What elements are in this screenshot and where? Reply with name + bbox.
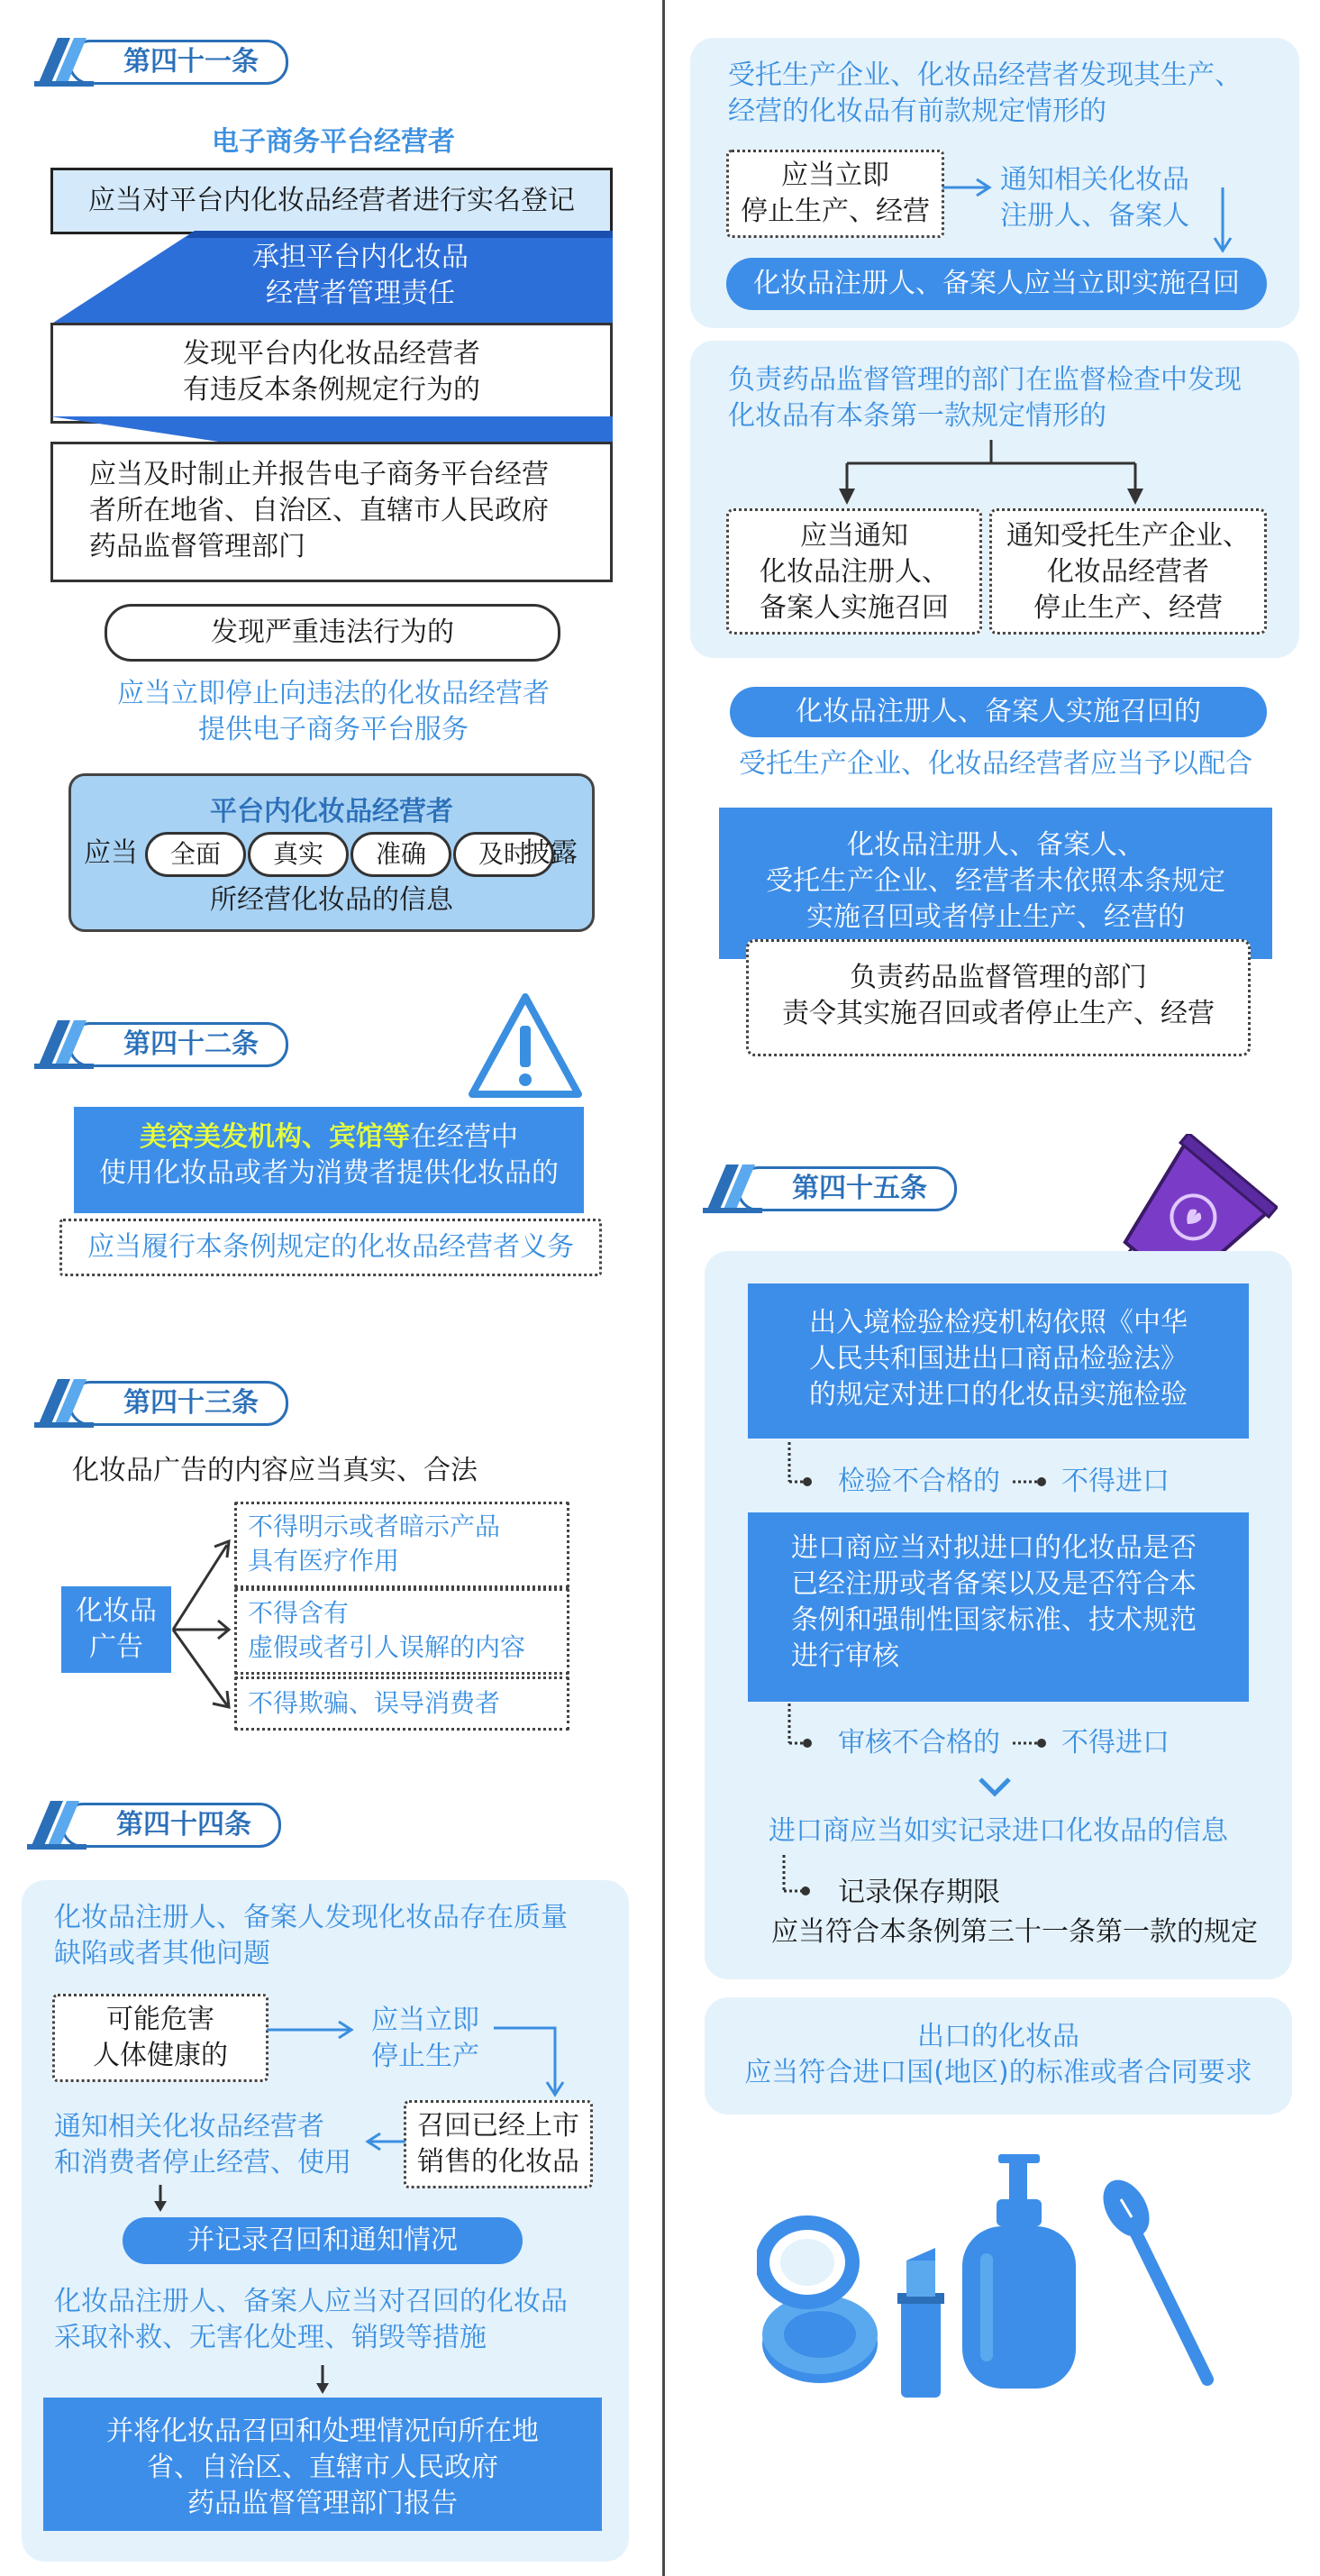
report-authority-line-3: 药品监督管理部门报告: [187, 2488, 458, 2519]
disclosure-post: 披露: [523, 837, 578, 869]
notify-registrant-line-2: 注册人、备案人: [1000, 200, 1189, 232]
band-shape-2: [50, 416, 613, 443]
inspection-line-3: 的规定对进口的化妆品实施检验: [809, 1379, 1188, 1411]
ad-rule-line: 不得含有: [248, 1598, 350, 1628]
retention-label: 记录保存期限: [838, 1877, 1000, 1908]
section-title: 第四十四条: [61, 1803, 281, 1848]
violation-line-1: 发现平台内化妆品经营者: [183, 338, 480, 370]
platform-subtitle: 电子商务平台经营者: [212, 126, 455, 158]
flag-icon: [34, 1375, 97, 1430]
notify-stop-box: [989, 508, 1267, 635]
stop-service-text: [54, 676, 613, 748]
warning-icon: [467, 991, 584, 1100]
report-authority-line-1: 并将化妆品召回和处理情况向所在地: [106, 2416, 539, 2447]
supervision-line-1: 负责药品监督管理的部门在监督检查中发现: [728, 364, 1242, 396]
notify-recall-line-3: 备案人实施召回: [760, 592, 949, 624]
report-authority-line-2: 省、自治区、直辖市人民政府: [147, 2452, 498, 2483]
supervision-line-2: 化妆品有本条第一款规定情形的: [728, 400, 1106, 432]
defect-line-1: 化妆品注册人、备案人发现化妆品存在质量: [54, 1902, 568, 1933]
dotted-connector: [780, 1855, 816, 1900]
retention-rule: 应当符合本条例第三十一条第一款的规定: [771, 1916, 1258, 1948]
salon-line-1: 在经营中: [410, 1121, 518, 1153]
recall-market-box: [404, 2100, 593, 2188]
brush-icon: [1094, 2172, 1207, 2380]
arrow-down-small-icon: [312, 2365, 333, 2396]
remedy-text: [54, 2284, 568, 2356]
danger-line-1: 可能危害: [106, 2004, 214, 2035]
option-complete: 全面: [145, 832, 246, 877]
no-entry-2: 不得进口: [1061, 1727, 1170, 1758]
disclosure-pre: 应当: [84, 837, 138, 869]
option-accurate: 准确: [350, 832, 451, 877]
export-text: [705, 2019, 1292, 2091]
report-box: [50, 442, 613, 582]
review-fail: 审核不合格的: [838, 1727, 1000, 1758]
danger-box: [52, 1994, 269, 2082]
defect-line-2: 缺陷或者其他问题: [54, 1938, 270, 1969]
order-recall-line-1: 负责药品监督管理的部门: [850, 962, 1147, 993]
danger-line-2: 人体健康的: [93, 2040, 228, 2071]
recall-line-1: 召回已经上市: [417, 2110, 579, 2142]
option-timely: 及时: [453, 832, 554, 877]
obligation-box: 应当履行本条例规定的化妆品经营者义务: [59, 1219, 602, 1276]
review-line-2: 已经注册或者备案以及是否符合本: [791, 1568, 1197, 1600]
ad-rule-line: 不得欺骗、误导消费者: [248, 1688, 501, 1718]
ad-rule-line: 具有医疗作用: [248, 1546, 400, 1576]
report-authority-box: [43, 2398, 602, 2531]
band-line-2: 经营者管理责任: [266, 278, 455, 309]
notify-recall-box: [726, 508, 982, 635]
flag-icon: [703, 1161, 766, 1215]
remedy-line-1: 化妆品注册人、备案人应当对召回的化妆品: [54, 2286, 568, 2317]
disclosure-card: [68, 773, 595, 932]
serious-violation-pill: 发现严重违法行为的: [105, 604, 560, 662]
notify-stop-line-2: 化妆品经营者: [1047, 556, 1209, 588]
notify-registrant-line-1: 通知相关化妆品: [1000, 164, 1189, 196]
inspection-box: [748, 1283, 1249, 1439]
branch-arrows: [169, 1532, 234, 1713]
remedy-line-2: 采取补救、无害化处理、销毁等措施: [54, 2322, 487, 2353]
compact-icon: [757, 2215, 878, 2383]
stop-line-1: 应当立即: [371, 2005, 479, 2036]
dotted-arrow: [1013, 1475, 1049, 1489]
cooperation-pill: 化妆品注册人、备案人实施召回的: [730, 687, 1267, 737]
noncompliance-line-1: 化妆品注册人、备案人、: [847, 829, 1144, 861]
notify-recall-line-2: 化妆品注册人、: [760, 556, 949, 588]
export-line-2: 应当符合进口国(地区)的标准或者合同要求: [744, 2057, 1252, 2088]
ad-rule-line: 虚假或者引人误解的内容: [248, 1632, 526, 1662]
supervision-intro: [728, 362, 1242, 434]
fork-arrows: [829, 440, 1153, 507]
no-entry-1: 不得进口: [1061, 1466, 1170, 1497]
arrow-right-icon: [942, 177, 995, 198]
ad-source-line-2: 广告: [89, 1631, 143, 1663]
notify-line-2: 和消费者停止经营、使用: [54, 2147, 351, 2179]
dotted-connector: [786, 1704, 813, 1750]
notify-stop-line-1: 通知受托生产企业、: [1006, 520, 1250, 552]
ad-intro: 化妆品广告的内容应当真实、合法: [72, 1455, 478, 1486]
ad-rule-line: 不得明示或者暗示产品: [248, 1512, 501, 1541]
recall-line-2: 销售的化妆品: [417, 2146, 579, 2178]
producer-line-1: 受托生产企业、化妆品经营者发现其生产、: [728, 59, 1242, 91]
producer-line-2: 经营的化妆品有前款规定情形的: [728, 96, 1106, 127]
review-line-4: 进行审核: [791, 1640, 899, 1672]
inspection-line-2: 人民共和国进出口商品检验法》: [809, 1343, 1188, 1375]
arrow-right-icon: [267, 2019, 357, 2041]
real-name-text: 应当对平台内化妆品经营者进行实名登记: [88, 185, 575, 216]
review-line-3: 条例和强制性国家标准、技术规范: [791, 1604, 1197, 1636]
dotted-connector: [786, 1442, 813, 1489]
dotted-arrow: [1013, 1736, 1049, 1750]
notify-line-1: 通知相关化妆品经营者: [54, 2111, 324, 2142]
arrow-down-icon: [1207, 187, 1238, 256]
stop-business-line-2: 停止生产、经营: [741, 196, 930, 227]
stop-business-line-1: 应当立即: [781, 160, 889, 191]
ad-rule-medical: [234, 1502, 569, 1588]
real-name-box: [50, 168, 613, 234]
violation-box: [50, 323, 613, 424]
option-true: 真实: [248, 832, 349, 877]
ad-rule-mislead: [234, 1676, 569, 1731]
flag-icon: [27, 1797, 90, 1851]
lipstick-icon: [897, 2248, 944, 2398]
band-line-1: 承担平台内化妆品: [252, 242, 469, 273]
report-line-2: 者所在地省、自治区、直辖市人民政府: [89, 495, 549, 526]
stop-service-line-1: 应当立即停止向违法的化妆品经营者: [117, 678, 550, 709]
notify-recall-line-1: 应当通知: [800, 520, 908, 552]
notify-registrant-text: [1000, 162, 1189, 234]
cosmetics-illustration: [757, 2154, 1261, 2551]
responsibility-band: [162, 240, 559, 312]
arrow-down-icon: [494, 2023, 566, 2100]
ad-source-line-1: 化妆品: [76, 1595, 157, 1627]
beauty-salon-box: [74, 1107, 584, 1213]
noncompliance-box: [719, 808, 1272, 959]
salon-line-2: 使用化妆品或者为消费者提供化妆品的: [99, 1157, 559, 1189]
stop-service-line-2: 提供电子商务平台服务: [198, 714, 469, 745]
pump-bottle-icon: [962, 2154, 1076, 2389]
violation-line-2: 有违反本条例规定行为的: [183, 374, 480, 406]
stop-business-box: [726, 150, 944, 238]
producer-intro: [728, 58, 1242, 130]
export-line-1: 出口的化妆品: [917, 2021, 1079, 2052]
section-title: 第四十五条: [737, 1166, 957, 1211]
section-title: 第四十二条: [68, 1022, 288, 1067]
order-recall-line-2: 责令其实施召回或者停止生产、经营: [782, 998, 1215, 1029]
arrow-left-icon: [364, 2131, 405, 2152]
stop-line-2: 停止生产: [371, 2041, 479, 2072]
flag-icon: [34, 34, 97, 88]
importer-review-box: [748, 1512, 1249, 1702]
column-divider: [662, 0, 665, 2576]
order-recall-box: [746, 939, 1251, 1056]
report-line-3: 药品监督管理部门: [89, 531, 305, 562]
highlight-text: 美容美发机构、宾馆等: [140, 1121, 410, 1153]
section-title: 第四十三条: [68, 1381, 288, 1426]
noncompliance-line-2: 受托生产企业、经营者未依照本条规定: [766, 865, 1225, 897]
inspection-fail: 检验不合格的: [838, 1466, 1000, 1497]
review-line-1: 进口商应当对拟进口的化妆品是否: [791, 1532, 1197, 1564]
notify-stop-line-3: 停止生产、经营: [1033, 592, 1223, 624]
disclosure-title: 平台内化妆品经营者: [210, 796, 453, 827]
inspection-line-1: 出入境检验检疫机构依照《中华: [809, 1307, 1188, 1338]
ad-source-box: [61, 1586, 171, 1673]
arrow-down-small-icon: [150, 2185, 171, 2214]
ad-rule-false: [234, 1588, 569, 1675]
record-pill: 并记录召回和通知情况: [123, 2217, 523, 2264]
disclosure-bottom: 所经营化妆品的信息: [210, 884, 453, 916]
stop-production-text: [371, 2003, 479, 2075]
chevron-down-icon: [977, 1776, 1013, 1797]
cooperation-text: 受托生产企业、化妆品经营者应当予以配合: [739, 748, 1252, 780]
notify-consumers-text: [54, 2109, 351, 2181]
report-line-1: 应当及时制止并报告电子商务平台经营: [89, 459, 549, 490]
flag-icon: [34, 1017, 97, 1071]
noncompliance-line-3: 实施召回或者停止生产、经营的: [806, 901, 1185, 933]
immediate-recall-pill: 化妆品注册人、备案人应当立即实施召回: [726, 258, 1267, 310]
defect-intro: [54, 1900, 568, 1972]
section-title: 第四十一条: [68, 40, 288, 85]
record-import-text: 进口商应当如实记录进口化妆品的信息: [769, 1815, 1228, 1847]
